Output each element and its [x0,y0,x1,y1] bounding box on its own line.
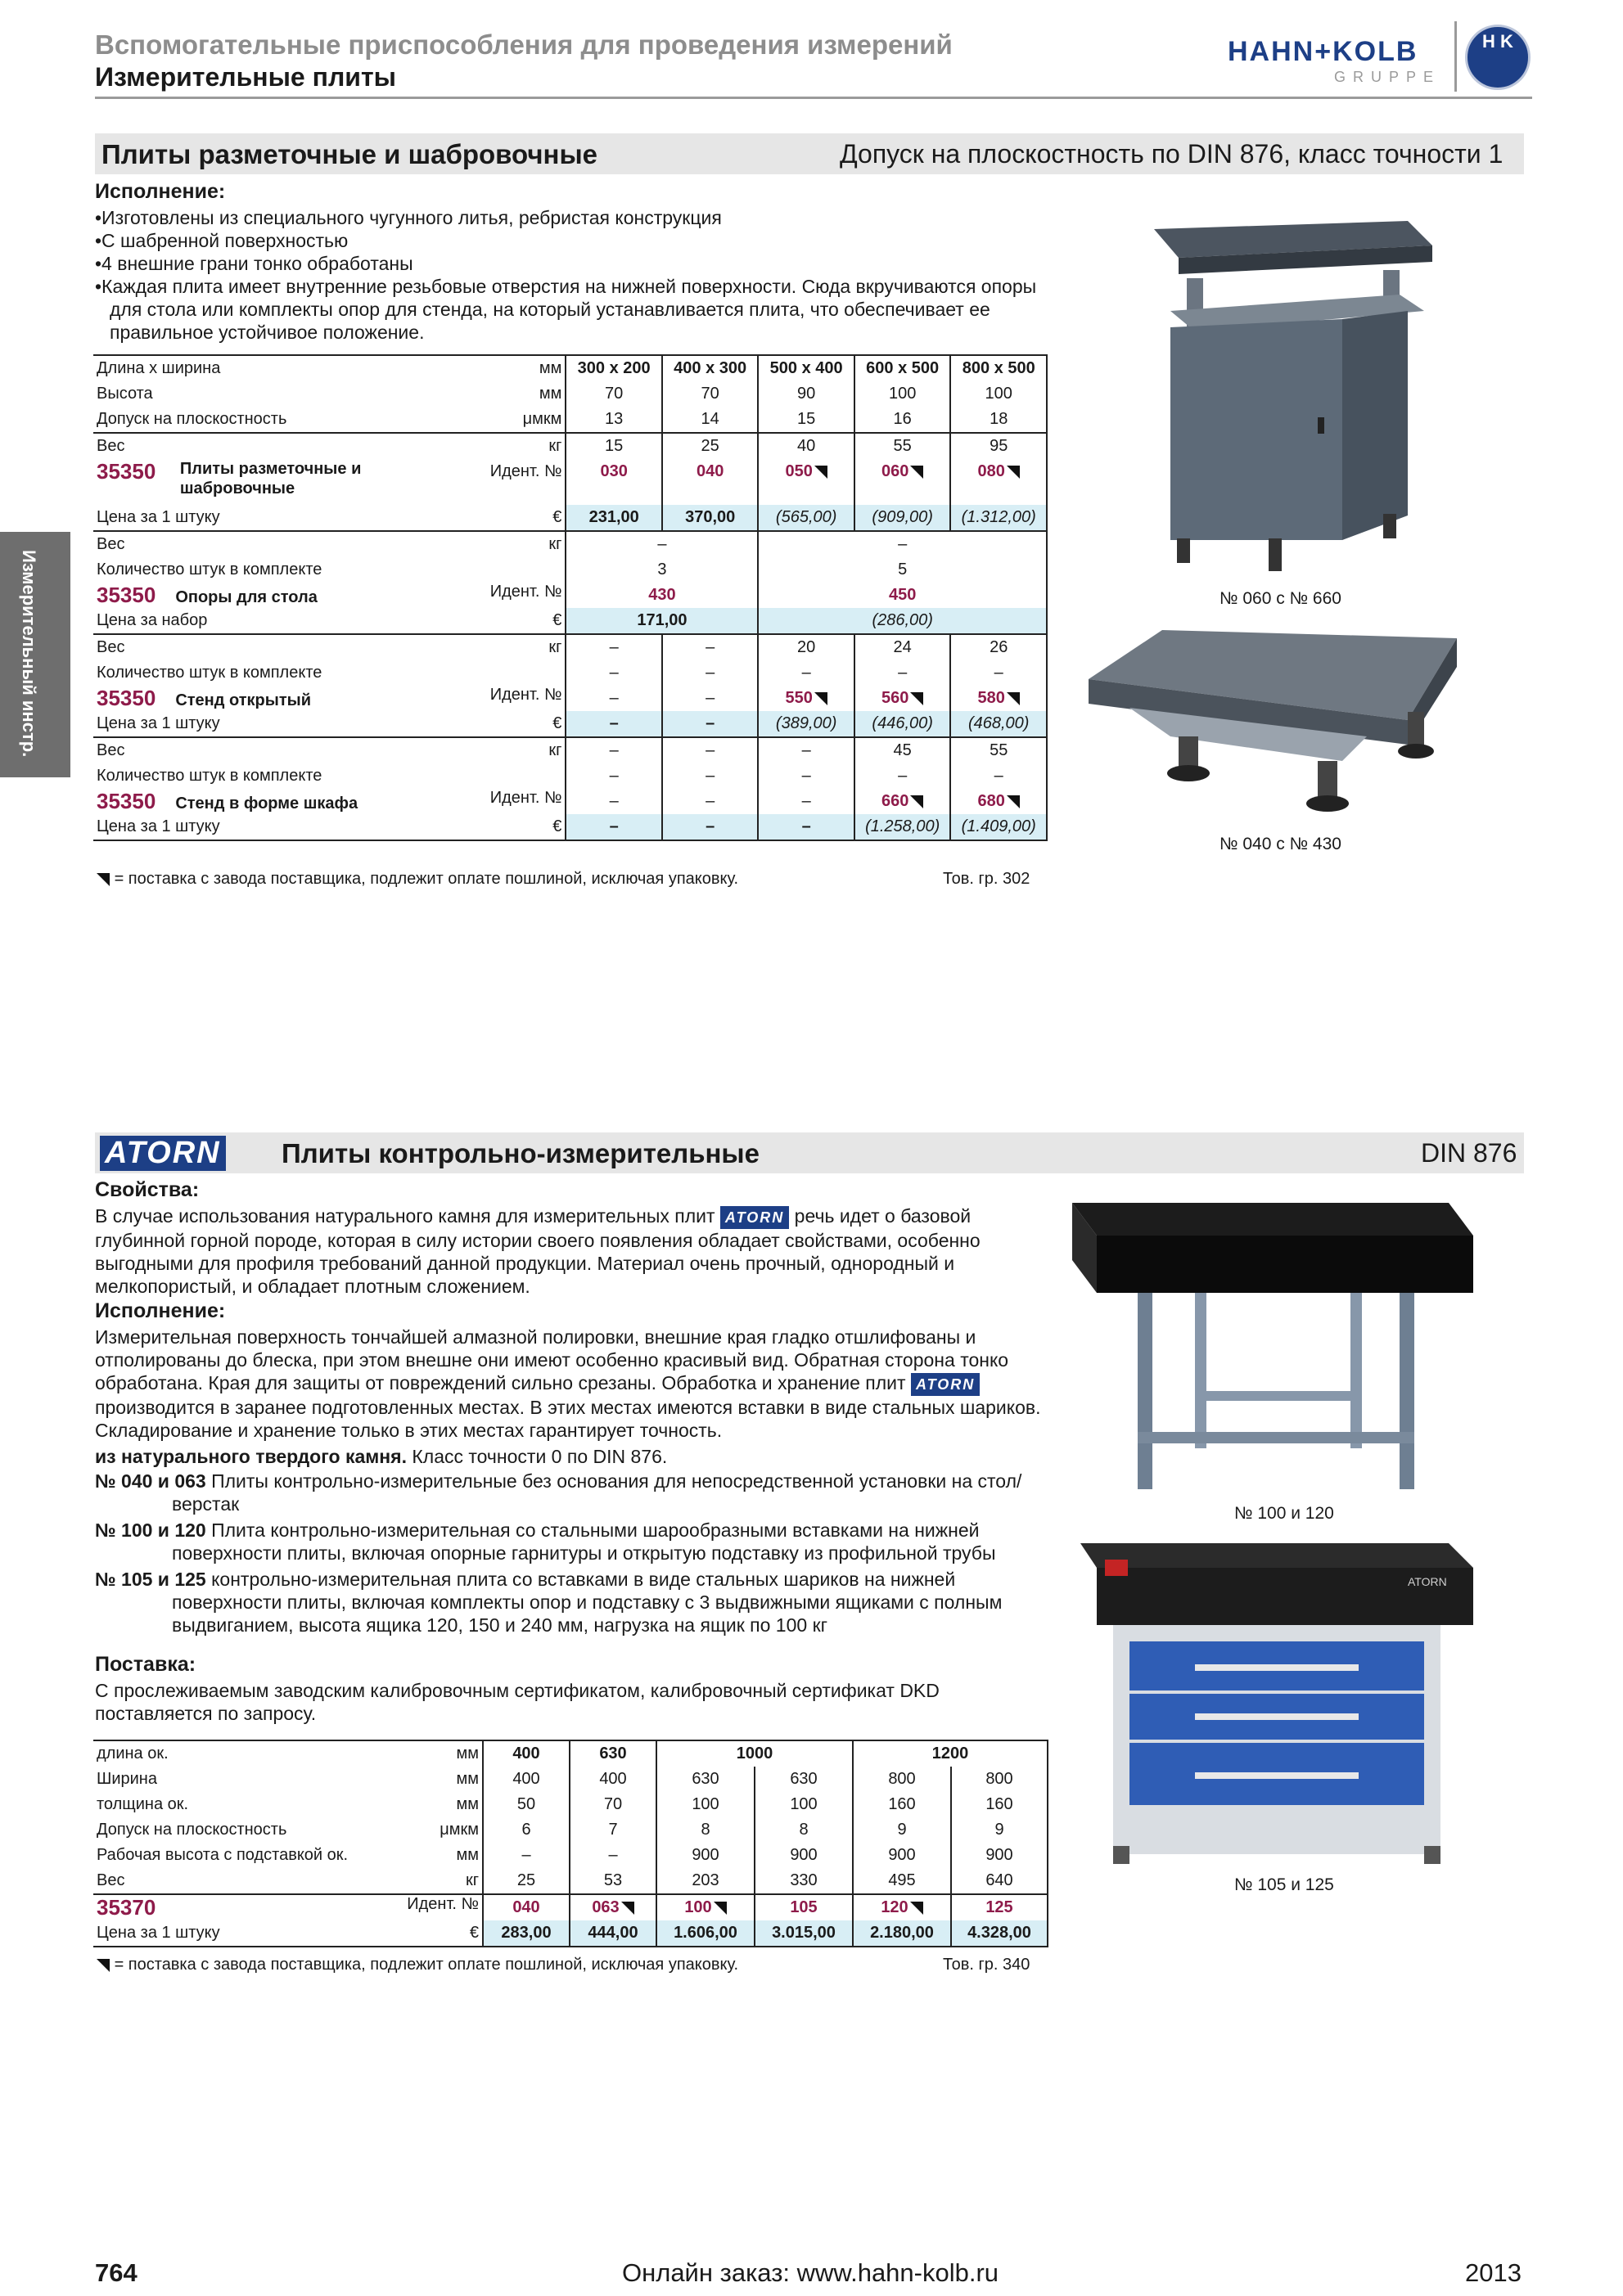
table-cell: 55 [950,737,1047,763]
table-cell: 95 [950,433,1047,459]
table-cell: 400 [570,1767,656,1792]
image-caption: № 100 и 120 [1234,1504,1334,1523]
props-heading: Свойства: [95,1178,200,1201]
table-cell: 630 [755,1767,853,1792]
table-cell: – [662,789,759,814]
table-cell: – [566,711,662,737]
ident-number: 060 [854,459,951,505]
table-cell: (389,00) [758,711,854,737]
section2-product-group: Тов. гр. 340 [943,1956,1030,1974]
row-article: 35350 Плиты разметочные и шабровочные Идент. № [97,459,562,497]
table-cell: 640 [951,1868,1048,1894]
ident-number: 125 [951,1894,1048,1920]
table-cell: 800 [951,1767,1048,1792]
table-cell: – [566,814,662,840]
side-tab [0,532,70,777]
ident-number: 063 [570,1894,656,1920]
table-cell: 3 [566,557,758,583]
image-caption: № 105 и 125 [1234,1875,1334,1894]
price-cell: 3.015,00 [755,1920,853,1947]
row-label: Вес кг [97,437,562,455]
plate-brand-label: ATORN [1408,1575,1447,1588]
side-tab-label: Измерительный инстр. [19,550,39,758]
table-cell: (1.409,00) [950,814,1047,840]
table-cell: – [758,763,854,789]
footer-order-link[interactable]: Онлайн заказ: www.hahn-kolb.ru [622,2258,999,2287]
row-label: Допуск на плоскостность μмкм [97,410,562,428]
factory-supply-icon [814,692,827,705]
row-label: Высота мм [97,385,562,403]
table-cell: 900 [853,1843,951,1868]
header-rule [95,97,1532,99]
table-cell: – [758,531,1047,557]
table-cell: – [950,660,1047,686]
image-caption: № 060 с № 660 [1220,589,1341,608]
table-cell: Ширина мм [97,1770,479,1788]
page-number: 764 [95,2258,138,2287]
table-cell: 800 [853,1767,951,1792]
ident-number: 580 [950,686,1047,711]
table-cell: – [566,789,662,814]
logo-divider [1454,21,1457,92]
bullet-item: •С шабренной поверхностью [95,230,349,251]
section1-title: Плиты разметочные и шабровочные [101,139,597,169]
section2-title: Плиты контрольно-измерительные [282,1138,760,1168]
atorn-inline-logo: ATORN [911,1373,980,1396]
table-cell: Вес кг [97,1871,479,1889]
exec-text: Измерительная поверхность тончайшей алмазной полировки, внешние края гладко отшлифованы и отполированы до блеска, при этом внешне они имеют особенно красивый вид. Обратная сторона тонко обработана. Края для защиты от повреждений сильно срезаны. Обработка и хранение плит ATORN производится в заранее подготовленных местах. В этих местах имеются вставки в виде стальных шариков. Складирование и хранение только в этих местах гарантирует точность. [95,1326,1041,1441]
row-label: Цена за набор € [97,611,562,629]
list-item: № 100 и 120 Плита контрольно-измерительная со стальными шарообразными вставками на нижней поверхности плиты, включая опорные гарнитуры и открытую подставку из профильной трубы [95,1519,996,1564]
table-cell: – [758,814,854,840]
table-cell: 900 [656,1843,755,1868]
table-cell: Рабочая высота с подставкой ок. мм [97,1846,479,1864]
table-cell: 70 [662,381,759,407]
table-cell: – [662,711,759,737]
factory-supply-icon [621,1902,634,1915]
table-cell: 100 [656,1792,755,1817]
section2-footnote: = поставка с завода поставщика, подлежит оплате пошлиной, исключая упаковку. [95,1956,738,1974]
row-article: 35350 Стенд открытый Идент. № [97,686,562,710]
ident-number: 040 [662,459,759,505]
table-cell: – [566,531,758,557]
brand-emblem-icon: H K [1465,25,1531,90]
table-cell: 100 [755,1792,853,1817]
table-cell: – [566,763,662,789]
table-cell: 160 [853,1792,951,1817]
price-cell: 283,00 [483,1920,570,1947]
table-cell: 25 [483,1868,570,1894]
table-cell: длина ок. мм [97,1745,479,1763]
table-cell: – [662,634,759,660]
atorn-brand-logo: ATORN [100,1136,226,1171]
ident-number: 100 [656,1894,755,1920]
table-cell: (1.258,00) [854,814,951,840]
table-cell: 5 [758,557,1047,583]
table-cell: Допуск на плоскостность μмкм [97,1821,479,1839]
table-cell: (468,00) [950,711,1047,737]
factory-supply-icon [97,1959,110,1972]
supply-text: С прослеживаемым заводским калибровочным сертификатом, калибровочный сертификат DKD поставляется по запросу. [95,1680,940,1724]
row-label: Вес кг [97,638,562,656]
bullet-item: •Изготовлены из специального чугунного литья, ребристая конструкция [95,207,722,228]
price-cell: 231,00 [566,505,662,531]
ident-number: 430 [566,583,758,608]
supply-heading: Поставка: [95,1653,196,1676]
ident-number: 450 [758,583,1047,608]
col-header: 400 x 300 [662,355,759,381]
table-cell: – [662,660,759,686]
ident-number: 050 [758,459,854,505]
section1-product-group: Тов. гр. 302 [943,870,1030,888]
table-cell: – [566,737,662,763]
table-cell: 900 [951,1843,1048,1868]
factory-supply-icon [910,692,923,705]
section1-table [93,354,1048,841]
bullet-item: •Каждая плита имеет внутренние резьбовые отверстия на нижней поверхности. Сюда вкручиваются опоры для стола или комплекты опор для стенда, на который устанавливается плита, что обеспечивает ее правильное устойчивое положение. [95,276,1037,343]
ident-number: 120 [853,1894,951,1920]
list-item: № 105 и 125 контрольно-измерительная плита со вставками в виде стальных шариков на нижней поверхности плиты, включая комплекты опор и подставку с 3 выдвижными ящиками с полным выдвиганием, высота ящика 120, 150 и 240 мм, нагрузка на ящик по 100 кг [95,1569,1003,1636]
row-label: Количество штук в комплекте [97,767,322,785]
table-cell: 495 [853,1868,951,1894]
table-cell: 400 [483,1767,570,1792]
price-cell: (286,00) [758,608,1047,634]
table-cell: 8 [755,1817,853,1843]
table-cell: – [662,737,759,763]
table-cell: – [758,660,854,686]
row-label: Цена за 1 штуку € [97,714,562,732]
table-cell: – [854,660,951,686]
table-cell: 203 [656,1868,755,1894]
open-stand-image [1080,622,1465,835]
table-cell: 55 [854,433,951,459]
table-cell: 400 [483,1740,570,1767]
price-cell: 2.180,00 [853,1920,951,1947]
ident-number: 080 [950,459,1047,505]
table-cell: – [950,763,1047,789]
table-cell: 630 [570,1740,656,1767]
factory-supply-icon [910,466,923,479]
table-cell: – [854,763,951,789]
factory-supply-icon [910,795,923,808]
row-label: Вес кг [97,535,562,553]
ident-number: 040 [483,1894,570,1920]
brand-logo: HAHN+KOLB [1228,36,1418,67]
price-cell: 444,00 [570,1920,656,1947]
table-cell: 70 [570,1792,656,1817]
table-cell: 1200 [853,1740,1048,1767]
factory-supply-icon [814,466,827,479]
row-label: Количество штук в комплекте [97,664,322,682]
table-cell: 53 [570,1868,656,1894]
table-cell: 20 [758,634,854,660]
page-title: Измерительные плиты [95,62,396,92]
list-item: № 040 и 063 Плиты контрольно-измерительные без основания для непосредственной установки на стол/верстак [95,1470,1022,1515]
table-cell: Цена за 1 штуку € [97,1924,479,1942]
row-article: 35370 Идент. № [97,1895,479,1920]
table-cell: 160 [951,1792,1048,1817]
table-cell: 50 [483,1792,570,1817]
table-cell: – [483,1843,570,1868]
table-cell: – [758,789,854,814]
factory-supply-icon [1007,466,1020,479]
exec-heading: Исполнение: [95,1299,226,1322]
table-cell: 630 [656,1767,755,1792]
table-cell: 90 [758,381,854,407]
cabinet-stand-image [1138,196,1440,581]
table-cell: 16 [854,407,951,433]
atorn-inline-logo: ATORN [720,1206,789,1229]
table-cell: 6 [483,1817,570,1843]
row-label: Длина x ширина мм [97,359,562,377]
table-cell: 1000 [656,1740,853,1767]
col-header: 500 x 400 [758,355,854,381]
row-article: 35350 Стенд в форме шкафа Идент. № [97,789,562,813]
table-cell: 25 [662,433,759,459]
ident-number: 680 [950,789,1047,814]
table-cell: 15 [566,433,662,459]
table-cell: 9 [853,1817,951,1843]
table-cell: – [566,686,662,711]
price-cell: 171,00 [566,608,758,634]
granite-plate-cabinet-image [1064,1535,1490,1871]
brand-logo-sub: GRUPPE [1334,69,1441,85]
table-cell: 13 [566,407,662,433]
props-text: В случае использования натурального камня для измерительных плит ATORN речь идет о базовой глубинной горной породе, которая в силу истории своего появления обладает свойствами, особенно выгодными для профиля требований данной продукции. Материал очень прочный, однородный и мелкопористый, и обладает плотным сложением. [95,1205,981,1297]
row-label: Вес кг [97,741,562,759]
price-cell: 4.328,00 [951,1920,1048,1947]
table-cell: 9 [951,1817,1048,1843]
ident-number: 660 [854,789,951,814]
factory-supply-icon [97,873,110,886]
table-cell: – [758,737,854,763]
table-cell: – [566,660,662,686]
stone-line: из натурального твердого камня. Класс точности 0 по DIN 876. [95,1446,668,1467]
col-header: 300 x 200 [566,355,662,381]
article-number: 35350 [97,459,156,484]
ident-number: 550 [758,686,854,711]
table-cell: 8 [656,1817,755,1843]
section1-tolerance: Допуск на плоскостность по DIN 876, класс точности 1 [840,139,1504,169]
section2-table [93,1740,1048,1947]
table-cell: 7 [570,1817,656,1843]
ident-number: 105 [755,1894,853,1920]
table-cell: 40 [758,433,854,459]
table-cell: 15 [758,407,854,433]
section2-standard: DIN 876 [1421,1138,1517,1168]
footer-year: 2013 [1465,2258,1522,2287]
table-cell: 14 [662,407,759,433]
header-supertitle: Вспомогательные приспособления для проведения измерений [95,29,953,60]
price-cell: (565,00) [758,505,854,531]
table-cell: – [662,814,759,840]
table-cell: 18 [950,407,1047,433]
table-cell: – [662,686,759,711]
factory-supply-icon [910,1902,923,1915]
factory-supply-icon [1007,692,1020,705]
bullet-item: •4 внешние грани тонко обработаны [95,253,413,274]
row-article: 35350 Опоры для стола Идент. № [97,583,562,607]
table-cell: (446,00) [854,711,951,737]
ident-number: 030 [566,459,662,505]
table-cell: – [566,634,662,660]
image-caption: № 040 с № 430 [1220,835,1341,853]
factory-supply-icon [714,1902,727,1915]
table-cell: – [662,763,759,789]
product-name: Плиты разметочные и шабровочные [179,460,362,497]
table-cell: 45 [854,737,951,763]
price-cell: 370,00 [662,505,759,531]
table-cell: 330 [755,1868,853,1894]
price-cell: 1.606,00 [656,1920,755,1947]
row-label: Цена за 1 штуку € [97,508,562,526]
table-cell: 900 [755,1843,853,1868]
table-cell: толщина ок. мм [97,1795,479,1813]
table-cell: 100 [950,381,1047,407]
row-label: Количество штук в комплекте [97,560,322,579]
table-cell: 24 [854,634,951,660]
variant-list [95,1470,1048,1636]
row-label: Цена за 1 штуку € [97,817,562,835]
col-header: 600 x 500 [854,355,951,381]
col-header: 800 x 500 [950,355,1047,381]
section1-exec-heading: Исполнение: [95,180,226,203]
table-cell: 70 [566,381,662,407]
granite-plate-open-stand-image [1064,1186,1490,1497]
table-cell: 100 [854,381,951,407]
section1-bullets [95,206,1044,344]
factory-supply-icon [1007,795,1020,808]
price-cell: (909,00) [854,505,951,531]
table-cell: – [570,1843,656,1868]
table-cell: 26 [950,634,1047,660]
section1-footnote: = поставка с завода поставщика, подлежит оплате пошлиной, исключая упаковку. [95,870,738,889]
price-cell: (1.312,00) [950,505,1047,531]
ident-number: 560 [854,686,951,711]
